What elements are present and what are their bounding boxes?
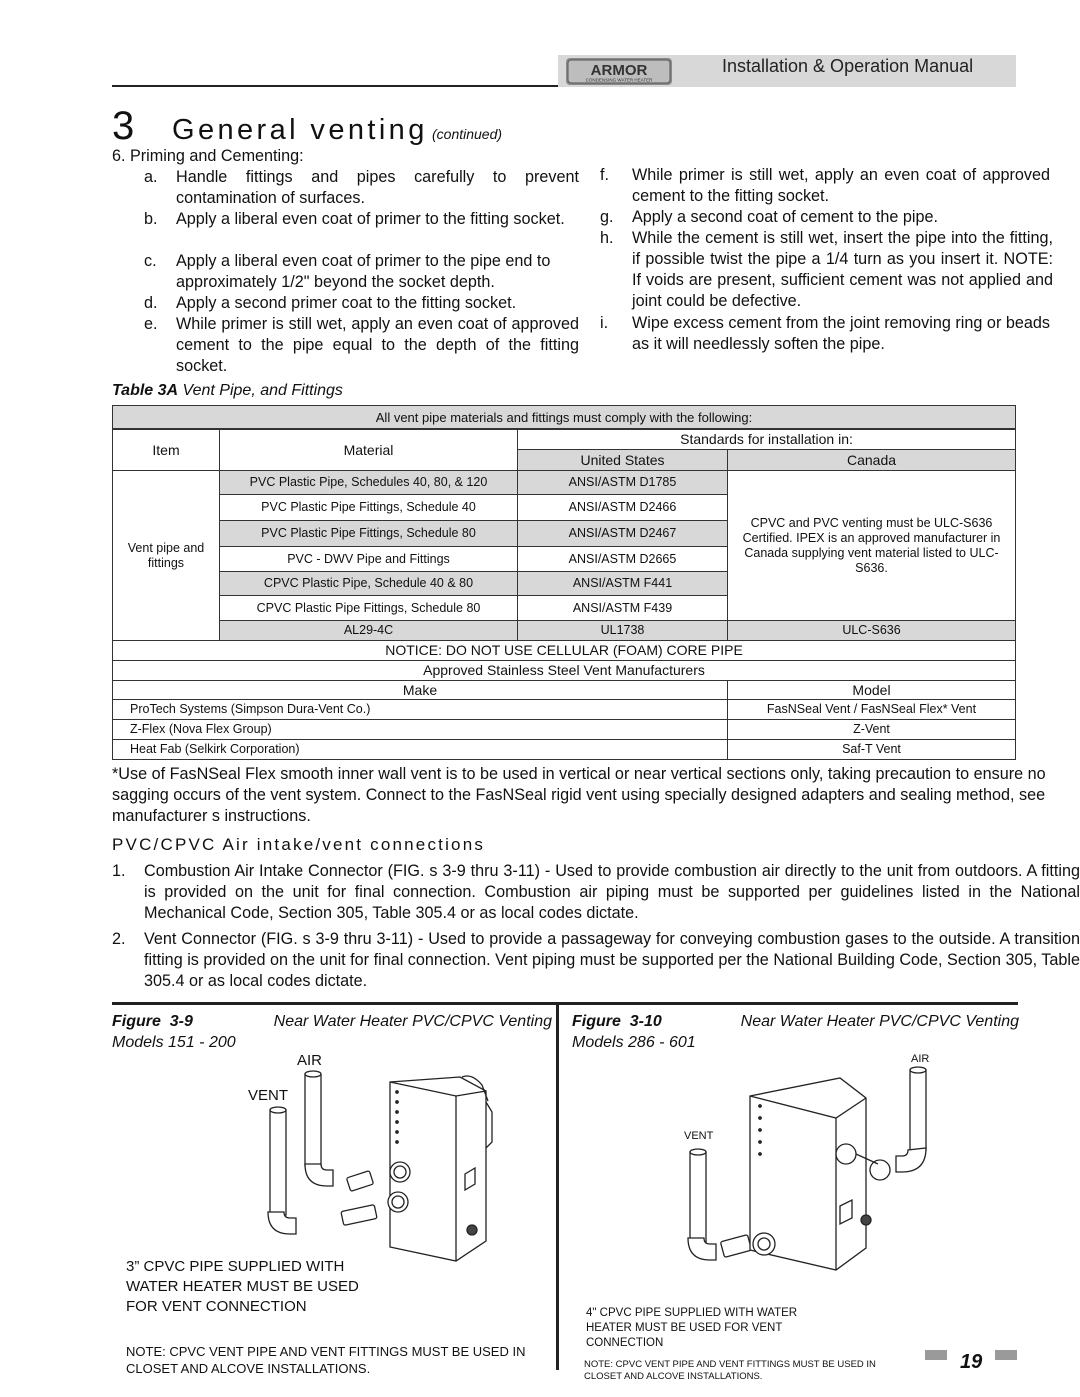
item-marker: 1. [112, 862, 126, 880]
armor-logo [566, 58, 672, 85]
item-text: Apply a liberal even coat of primer to the fitting socket. [176, 210, 565, 228]
item-marker: d. [144, 294, 158, 312]
us-standard-cell: ANSI/ASTM D2466 [517, 494, 728, 521]
material-cell: CPVC Plastic Pipe Fittings, Schedule 80 [219, 595, 518, 621]
section-number: 3 [112, 104, 135, 148]
col-header-make: Make [112, 680, 728, 700]
figure-3-10-caption [572, 1011, 1019, 1053]
vent-label: VENT [684, 1130, 714, 1142]
figure-number: 3-9 [169, 1013, 193, 1030]
pipe-supplied-note: 3” CPVC PIPE SUPPLIED WITH WATER HEATER MUST BE USED FOR VENT CONNECTION [126, 1258, 359, 1315]
header-rule [112, 85, 558, 87]
material-cell: AL29-4C [219, 620, 518, 641]
item-marker: b. [144, 210, 158, 228]
figure-title: Near Water Heater PVC/CPVC Venting [740, 1013, 1019, 1030]
figure-divider [112, 1002, 1018, 1005]
model-cell: Saf-T Vent [727, 739, 1016, 760]
make-cell: Z-Flex (Nova Flex Group) [112, 719, 728, 740]
pvc-section-heading: PVC/CPVC Air intake/vent connections [112, 835, 486, 854]
table-footnote: *Use of FasNSeal Flex smooth inner wall vent is to be used in vertical or near vertical sections only, taking precaution to ensure no sagging occurs of the vent system. Connect to the FasNSeal rigid vent using specially designed adapters and sealing method, see manufacturer s instructions. [112, 765, 1046, 825]
col-header-material: Material [219, 429, 518, 471]
us-standard-cell: ANSI/ASTM F439 [517, 595, 728, 621]
canada-note: CPVC and PVC venting must be ULC-S636 Certified. IPEX is an approved manufacturer in Canada supplying vent material listed to ULC-S636. [727, 470, 1016, 621]
page-number-bar-left [925, 1350, 947, 1360]
closet-note: NOTE: CPVC VENT PIPE AND VENT FITTINGS MUST BE USED IN CLOSET AND ALCOVE INSTALLATIONS. [126, 1344, 526, 1376]
figure-label: Figure [572, 1013, 621, 1030]
section-title: General venting [172, 114, 428, 146]
item-text: While primer is still wet, apply an even coat of approved cement to the fitting socket. [632, 166, 1050, 205]
item-text: While the cement is still wet, insert the pipe into the fitting, if possible twist the pipe a 1/4 turn as you insert it. NOTE: If voids are present, sufficient cement was not applied and joint could be defective. [632, 229, 1053, 310]
table-top-note: All vent pipe materials and fittings must comply with the following: [112, 405, 1016, 429]
air-label: AIR [297, 1052, 323, 1069]
page-number-bar-right [995, 1350, 1017, 1360]
priming-item-h [600, 228, 1052, 312]
closet-note: NOTE: CPVC VENT PIPE AND VENT FITTINGS MUST BE USED IN CLOSET AND ALCOVE INSTALLATIONS. [584, 1359, 876, 1382]
priming-item-b [144, 209, 584, 251]
figure-number: 3-10 [629, 1013, 662, 1030]
priming-item-g [600, 207, 1052, 228]
item-text: Wipe excess cement from the joint removing ring or beads as it will needlessly soften the pipe. [632, 314, 1050, 353]
us-standard-cell: UL1738 [517, 620, 728, 641]
item-marker: f. [600, 166, 609, 184]
model-cell: FasNSeal Vent / FasNSeal Flex* Vent [727, 699, 1016, 720]
priming-item-c [144, 251, 584, 293]
item-text: Apply a second coat of cement to the pipe. [632, 208, 938, 226]
make-cell: Heat Fab (Selkirk Corporation) [112, 739, 728, 760]
item-marker: 2. [112, 930, 126, 948]
vent-label: VENT [248, 1087, 289, 1104]
page-number: 19 [960, 1351, 983, 1373]
priming-item-e [144, 314, 584, 377]
material-cell: PVC Plastic Pipe Fittings, Schedule 40 [219, 494, 518, 521]
logo-subtext: CONDENSING WATER HEATER [585, 77, 653, 83]
col-header-us: United States [517, 449, 728, 471]
model-cell: Z-Vent [727, 719, 1016, 740]
vent-pipe-table [112, 405, 1016, 760]
priming-item-d [144, 293, 584, 314]
item-marker: a. [144, 168, 158, 186]
figure-3-9-caption [112, 1011, 552, 1053]
figure-column-divider [556, 1004, 559, 1370]
figure-3-10-title-line [572, 1011, 1019, 1032]
priming-item-i [600, 313, 1052, 355]
pipe-supplied-note: 4" CPVC PIPE SUPPLIED WITH WATER HEATER MUST BE USED FOR VENT CONNECTION [586, 1307, 798, 1349]
figure-models: Models 286 - 601 [572, 1034, 696, 1051]
material-cell: CPVC Plastic Pipe, Schedule 40 & 80 [219, 571, 518, 596]
table-caption [112, 382, 343, 400]
priming-item-f [600, 165, 1052, 207]
us-standard-cell: ANSI/ASTM D2665 [517, 546, 728, 572]
item-vent-pipe: Vent pipe and fittings [112, 470, 220, 641]
air-label: AIR [911, 1053, 930, 1065]
us-standard-cell: ANSI/ASTM D2467 [517, 520, 728, 547]
figure-3-9-title-line [112, 1011, 552, 1032]
pvc-item-intake [112, 861, 1080, 924]
item-text: Vent Connector (FIG. s 3-9 thru 3-11) - Used to provide a passageway for conveying combustion gases to the outside. A transition fitting is provided on the unit for final connection. Vent piping must be supported per the National Building Code, Section 305, Table 305.4 or as local codes dictate. [144, 930, 1080, 990]
table-caption-title: Vent Pipe, and Fittings [178, 382, 343, 399]
item-marker: h. [600, 229, 614, 247]
item-text: While primer is still wet, apply an even coat of approved cement to the pipe equal to the depth of the fitting socket. [176, 315, 579, 375]
col-header-model: Model [727, 680, 1016, 700]
stainless-heading: Approved Stainless Steel Vent Manufacturers [112, 660, 1016, 681]
item-marker: c. [144, 252, 157, 270]
section-continued: (continued) [432, 126, 503, 142]
item-marker: e. [144, 315, 158, 333]
item-text: Handle fittings and pipes carefully to prevent contamination of surfaces. [176, 168, 579, 207]
item-text: Combustion Air Intake Connector (FIG. s 3-9 thru 3-11) - Used to provide combustion air directly to the unit from outdoors. A fitting is provided on the unit for final connection. Combustion air piping must be supported per guidelines listed in the National Mechanical Code, Section 305, Table 305.4 or as local codes dictate. [144, 862, 1080, 922]
figure-title: Near Water Heater PVC/CPVC Venting [273, 1013, 552, 1030]
item-text: Apply a second primer coat to the fitting socket. [176, 294, 517, 312]
col-header-standards: Standards for installation in: [517, 429, 1016, 450]
figure-models: Models 151 - 200 [112, 1034, 236, 1051]
material-cell: PVC Plastic Pipe, Schedules 40, 80, & 120 [219, 470, 518, 495]
table-caption-number: Table 3A [112, 382, 179, 399]
priming-item-a [144, 167, 584, 209]
col-header-canada: Canada [727, 449, 1016, 471]
col-header-item: Item [112, 429, 220, 471]
logo-text: ARMOR [590, 62, 648, 79]
make-cell: ProTech Systems (Simpson Dura-Vent Co.) [112, 699, 728, 720]
item-marker: g. [600, 208, 614, 226]
pvc-item-vent [112, 929, 1080, 992]
material-cell: PVC Plastic Pipe Fittings, Schedule 80 [219, 520, 518, 547]
us-standard-cell: ANSI/ASTM F441 [517, 571, 728, 596]
priming-heading: 6. Priming and Cementing: [112, 147, 304, 165]
us-standard-cell: ANSI/ASTM D1785 [517, 470, 728, 495]
figure-label: Figure [112, 1013, 161, 1030]
table-notice: NOTICE: DO NOT USE CELLULAR (FOAM) CORE PIPE [112, 640, 1016, 661]
manual-title: Installation & Operation Manual [722, 56, 974, 76]
figure-3-10-illustration [680, 1066, 950, 1296]
canada-standard-cell: ULC-S636 [727, 620, 1016, 641]
material-cell: PVC - DWV Pipe and Fittings [219, 546, 518, 572]
item-marker: i. [600, 314, 609, 332]
item-text: Apply a liberal even coat of primer to the pipe end to approximately 1/2" beyond the socket depth. [176, 252, 551, 291]
